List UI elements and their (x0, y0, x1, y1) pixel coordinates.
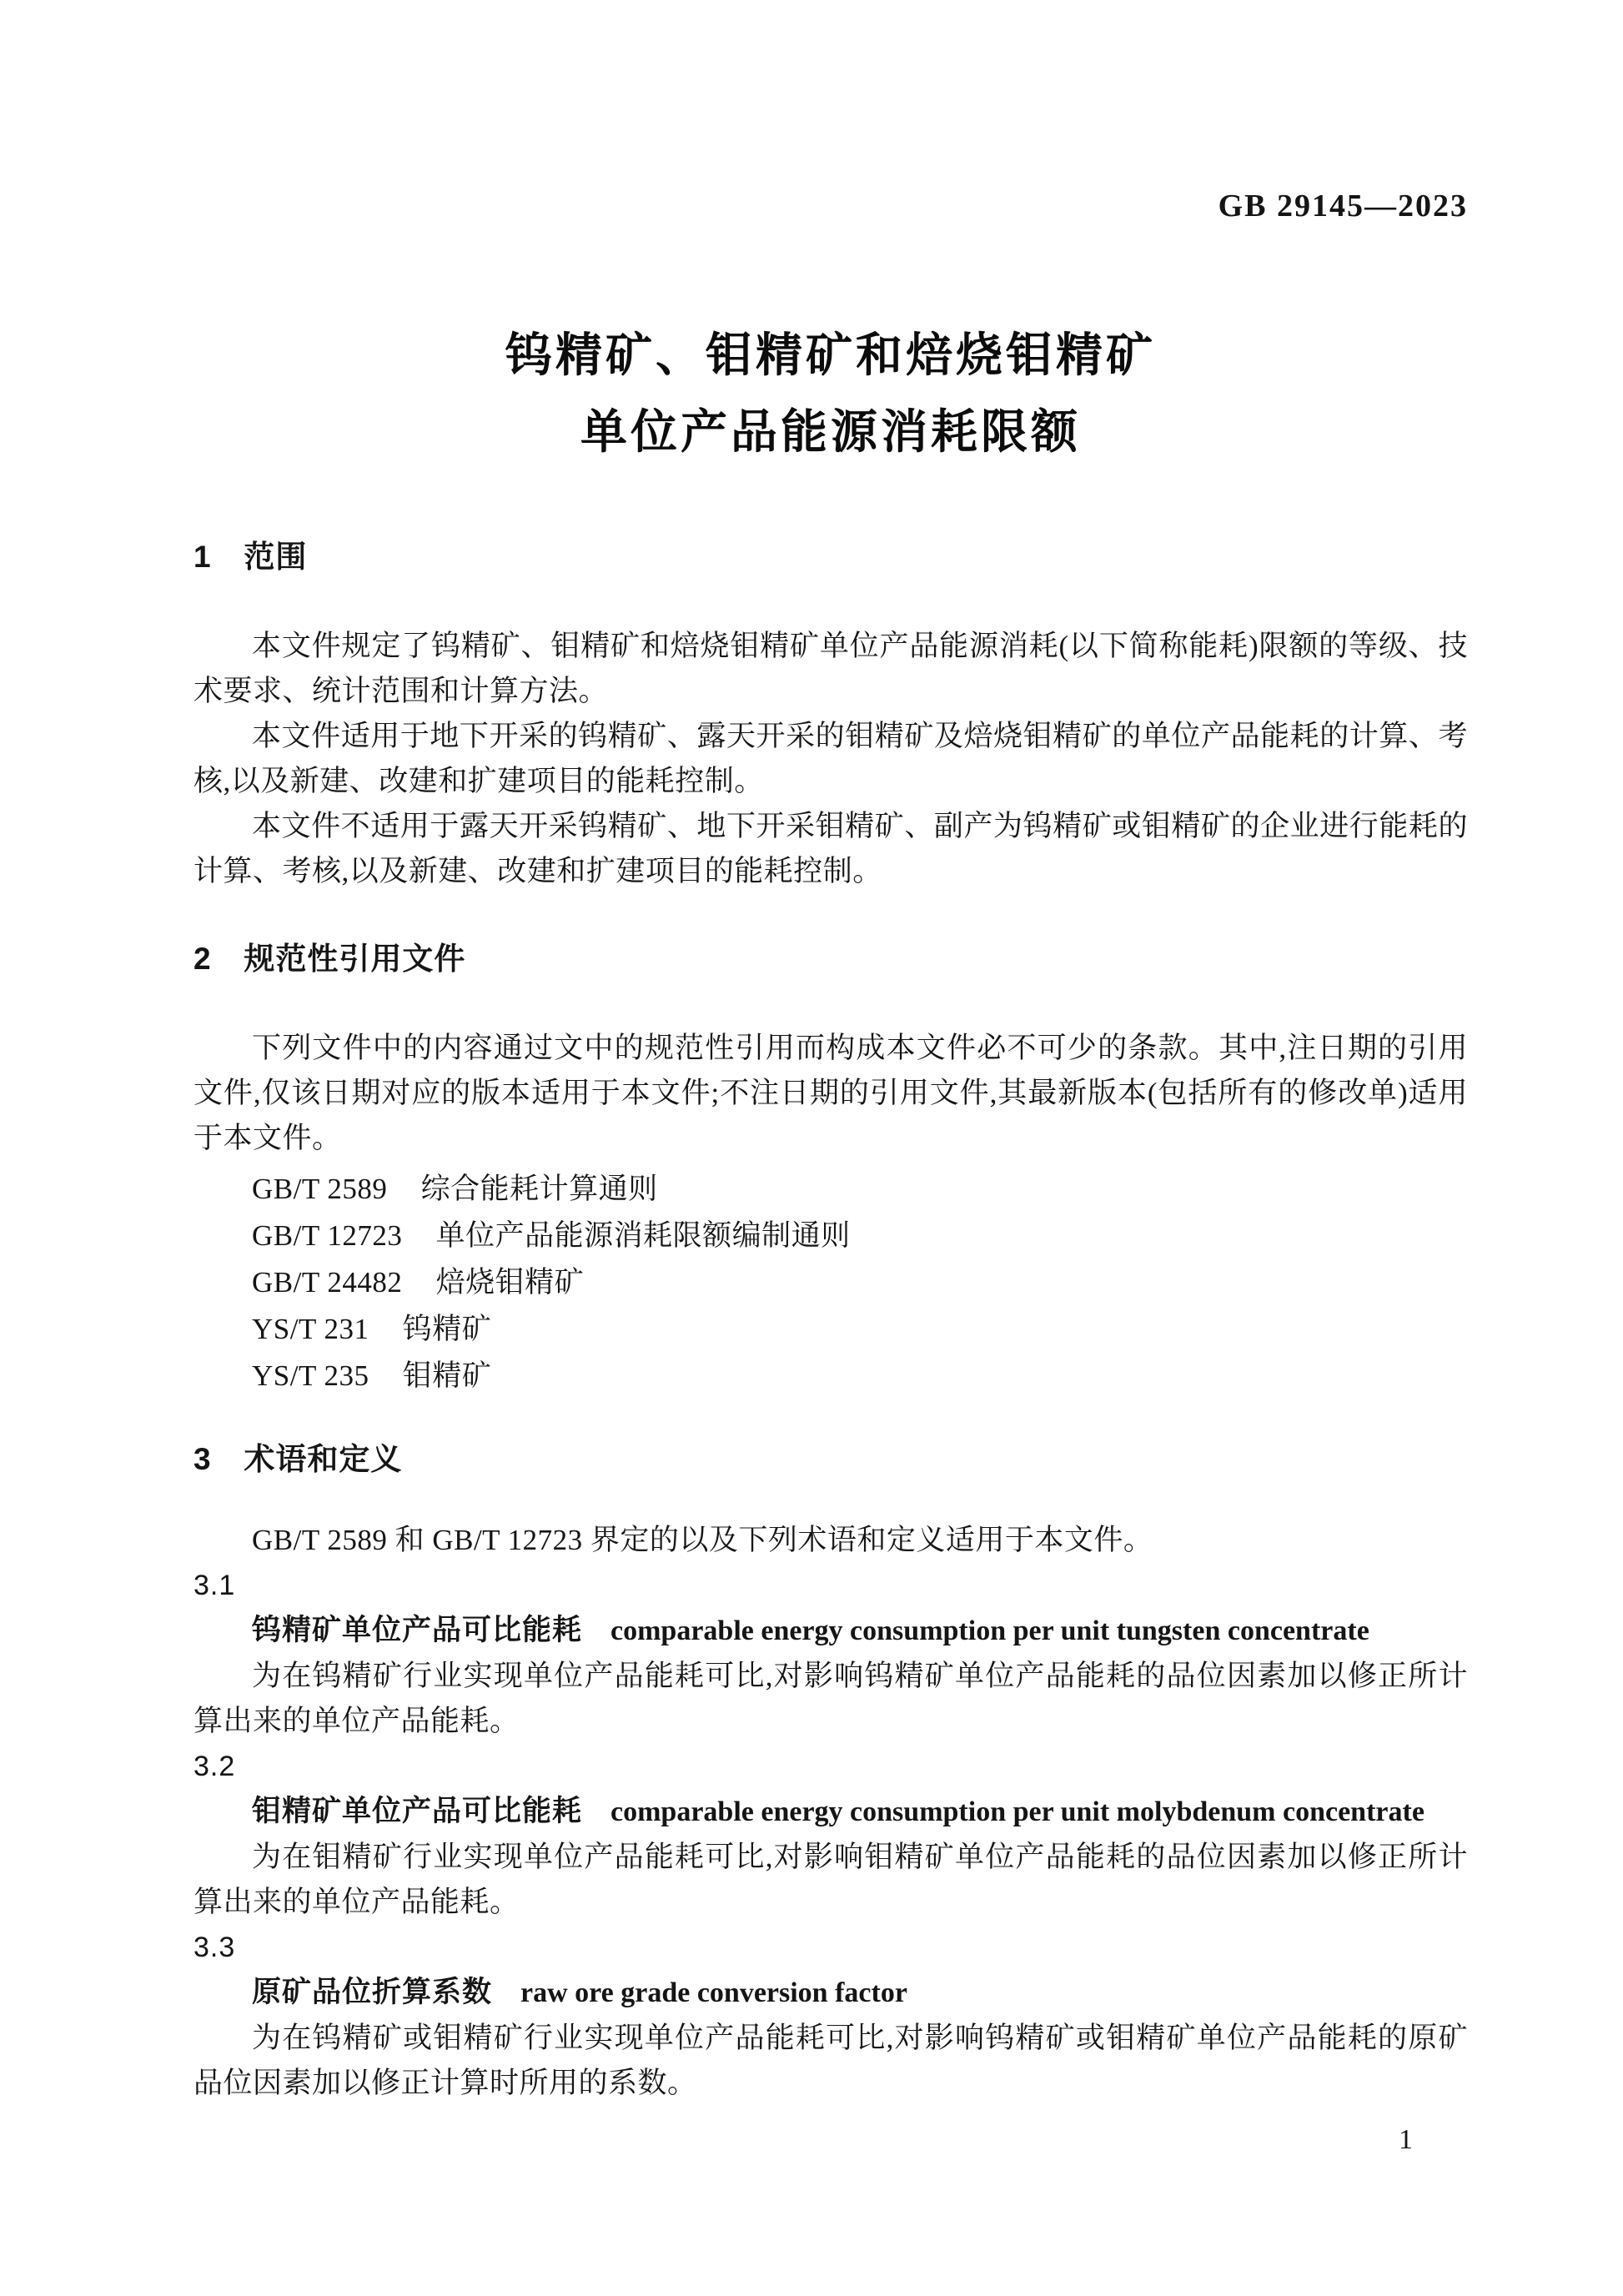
term-3-1 (193, 1563, 1468, 1744)
standard-number: GB 29145—2023 (1218, 188, 1468, 224)
reference-item (193, 1259, 1468, 1306)
section-title: 范围 (244, 540, 308, 574)
page-number: 1 (1399, 2124, 1413, 2155)
reference-code: YS/T 231 (252, 1313, 369, 1345)
term-chinese: 钼精矿单位产品可比能耗 (252, 1795, 583, 1827)
section-number: 2 (193, 942, 212, 976)
section-heading-3 (193, 1441, 1468, 1478)
section-normative-references (193, 941, 1468, 1399)
reference-code: YS/T 235 (252, 1359, 369, 1392)
section-title: 术语和定义 (244, 1442, 403, 1476)
page-content (193, 0, 1468, 2163)
reference-item (193, 1213, 1468, 1259)
paragraph: 下列文件中的内容通过文中的规范性引用而构成本文件必不可少的条款。其中,注日期的引用文件,仅该日期对应的版本适用于本文件;不注日期的引用文件,其最新版本(包括所有的修改单)适用于本文件。 (193, 1032, 1468, 1154)
reference-item (193, 1166, 1468, 1213)
term-title-line (193, 1608, 1468, 1654)
term-definition: 为在钨精矿行业实现单位产品能耗可比,对影响钨精矿单位产品能耗的品位因素加以修正所计算出来的单位产品能耗。 (193, 1660, 1468, 1737)
term-number: 3.3 (193, 1932, 236, 1963)
reference-title: 单位产品能源消耗限额编制通则 (435, 1219, 851, 1252)
reference-title: 焙烧钼精矿 (435, 1266, 585, 1299)
reference-code: GB/T 2589 (252, 1173, 388, 1205)
reference-title: 钨精矿 (402, 1313, 492, 1345)
section-number: 1 (193, 540, 212, 574)
section-2-body (193, 1026, 1468, 1161)
paragraph: 本文件不适用于露天开采钨精矿、地下开采钼精矿、副产为钨精矿或钼精矿的企业进行能耗的计算、考核,以及新建、改建和扩建项目的能耗控制。 (193, 810, 1468, 887)
section-3-body (193, 1518, 1468, 1563)
term-chinese: 钨精矿单位产品可比能耗 (252, 1614, 583, 1646)
reference-code: GB/T 12723 (252, 1219, 403, 1252)
term-english: comparable energy consumption per unit molybdenum concentrate (611, 1796, 1425, 1827)
reference-item (193, 1306, 1468, 1353)
reference-item (193, 1353, 1468, 1399)
document-title (193, 317, 1468, 470)
section-heading-1 (193, 539, 1468, 575)
term-definition: 为在钼精矿行业实现单位产品能耗可比,对影响钼精矿单位产品能耗的品位因素加以修正所计算出来的单位产品能耗。 (193, 1841, 1468, 1918)
paragraph: 本文件规定了钨精矿、钼精矿和焙烧钼精矿单位产品能源消耗(以下简称能耗)限额的等级、技术要求、统计范围和计算方法。 (193, 630, 1468, 707)
term-3-2 (193, 1744, 1468, 1925)
reference-title: 钼精矿 (402, 1359, 492, 1392)
term-number: 3.1 (193, 1570, 236, 1601)
term-number: 3.2 (193, 1751, 236, 1782)
paragraph: GB/T 2589 和 GB/T 12723 界定的以及下列术语和定义适用于本文件。 (252, 1524, 1153, 1556)
term-3-3 (193, 1925, 1468, 2106)
reference-code: GB/T 24482 (252, 1266, 403, 1299)
reference-list (193, 1166, 1468, 1399)
section-terms-definitions (193, 1441, 1468, 2106)
title-line-2: 单位产品能源消耗限额 (580, 405, 1081, 458)
term-chinese: 原矿品位折算系数 (252, 1976, 493, 2008)
term-english: comparable energy consumption per unit tungsten concentrate (611, 1615, 1369, 1646)
term-definition: 为在钨精矿或钼精矿行业实现单位产品能耗可比,对影响钨精矿或钼精矿单位产品能耗的原矿品位因素加以修正计算时所用的系数。 (193, 2022, 1468, 2099)
section-scope (193, 539, 1468, 894)
title-line-1: 钨精矿、钼精矿和焙烧钼精矿 (505, 329, 1156, 381)
reference-title: 综合能耗计算通则 (420, 1173, 658, 1205)
section-1-body (193, 624, 1468, 894)
section-number: 3 (193, 1442, 212, 1476)
section-heading-2 (193, 941, 1468, 977)
paragraph: 本文件适用于地下开采的钨精矿、露天开采的钼精矿及焙烧钼精矿的单位产品能耗的计算、考核,以及新建、改建和扩建项目的能耗控制。 (193, 720, 1468, 797)
term-title-line (193, 1789, 1468, 1835)
section-title: 规范性引用文件 (244, 942, 466, 976)
term-english: raw ore grade conversion factor (520, 1977, 907, 2008)
term-title-line (193, 1970, 1468, 2016)
